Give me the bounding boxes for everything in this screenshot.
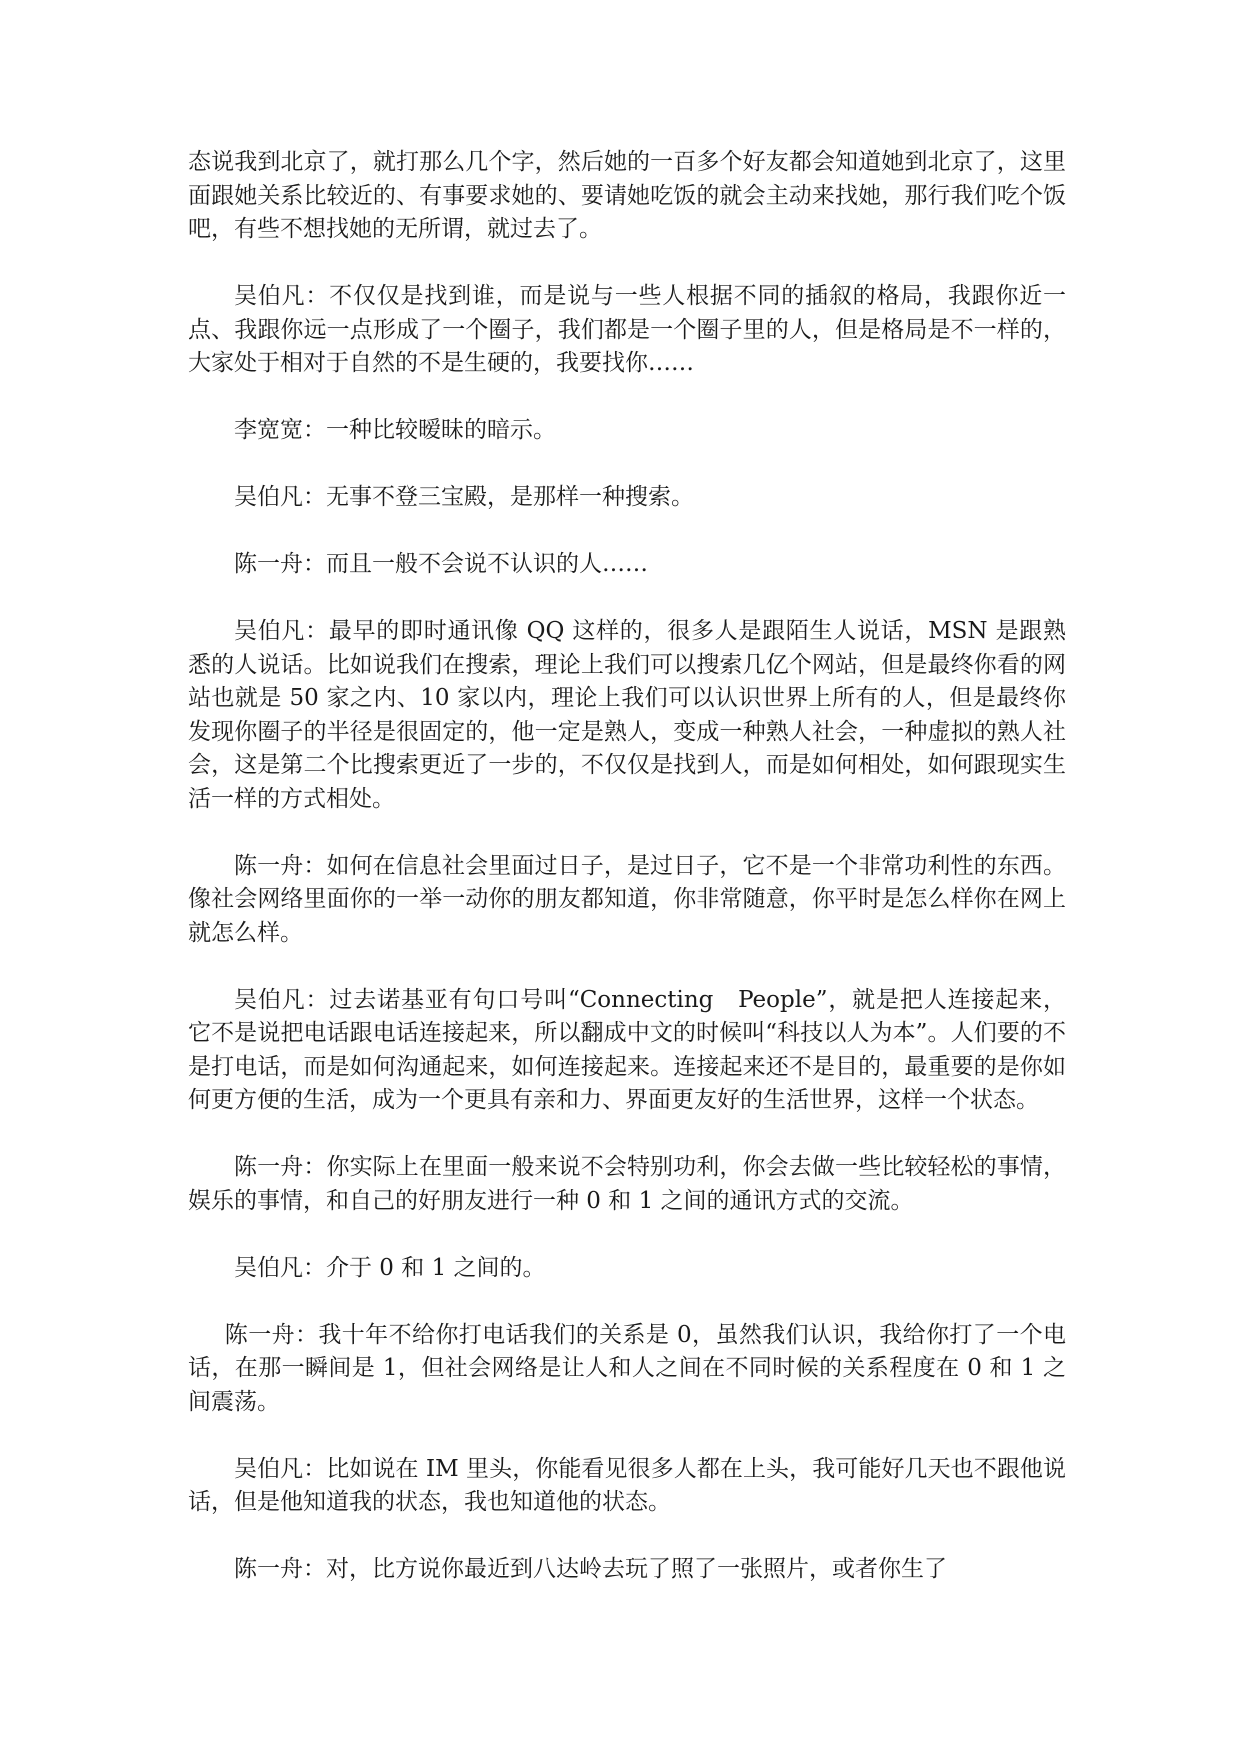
paragraph: 陈一舟：对，比方说你最近到八达岭去玩了照了一张照片，或者你生了 <box>234 1556 947 1582</box>
paragraph: 吴伯凡：最早的即时通讯像 QQ 这样的，很多人是跟陌生人说话，MSN 是跟熟悉的人说话。比如说我们在搜索，理论上我们可以搜索几亿个网站，但是最终你看的网站也就是 50 家之内、10 家以内，理论上我们可以认识世界上所有的人，但是最终你发现你圈子的半径是很固定的，他一定是熟人，变成一种熟人社会，一种虚拟的熟人社会，这是第二个比搜索更近了一步的，不仅仅是找到人，而是如何相处，如何跟现实生活一样的方式相处。 <box>188 618 1066 812</box>
paragraph: 陈一舟：我十年不给你打电话我们的关系是 0，虽然我们认识，我给你打了一个电话，在那一瞬间是 1，但社会网络是让人和人之间在不同时候的关系程度在 0 和 1 之间震荡。 <box>188 1321 1066 1415</box>
paragraph: 吴伯凡：过去诺基亚有句口号叫“Connecting People”，就是把人连接起来，它不是说把电话跟电话连接起来，所以翻成中文的时候叫“科技以人为本”。人们要的不是打电话，而是如何沟通起来，如何连接起来。连接起来还不是目的，最重要的是你如何更方便的生活，成为一个更具有亲和力、界面更友好的生活世界，这样一个状态。 <box>188 986 1066 1113</box>
paragraph: 李宽宽：一种比较暧昧的暗示。 <box>234 417 556 443</box>
paragraph: 陈一舟：你实际上在里面一般来说不会特别功利，你会去做一些比较轻松的事情，娱乐的事情，和自己的好朋友进行一种 0 和 1 之间的通讯方式的交流。 <box>188 1154 1066 1214</box>
paragraph: 态说我到北京了，就打那么几个字，然后她的一百多个好友都会知道她到北京了，这里面跟她关系比较近的、有事要求她的、要请她吃饭的就会主动来找她，那行我们吃个饭吧，有些不想找她的无所谓，就过去了。 <box>188 149 1066 242</box>
document-body <box>188 146 1066 1587</box>
paragraph: 陈一舟：如何在信息社会里面过日子，是过日子，它不是一个非常功利性的东西。像社会网络里面你的一举一动你的朋友都知道，你非常随意，你平时是怎么样你在网上就怎么样。 <box>188 852 1066 946</box>
paragraph: 吴伯凡：比如说在 IM 里头，你能看见很多人都在上头，我可能好几天也不跟他说话，但是他知道我的状态，我也知道他的状态。 <box>188 1455 1066 1515</box>
paragraph: 吴伯凡：不仅仅是找到谁，而是说与一些人根据不同的插叙的格局，我跟你近一点、我跟你远一点形成了一个圈子，我们都是一个圈子里的人，但是格局是不一样的，大家处于相对于自然的不是生硬的，我要找你…… <box>188 283 1066 376</box>
paragraph: 吴伯凡：介于 0 和 1 之间的。 <box>234 1254 546 1281</box>
paragraph: 吴伯凡：无事不登三宝殿，是那样一种搜索。 <box>234 484 694 510</box>
paragraph: 陈一舟：而且一般不会说不认识的人…… <box>234 551 648 577</box>
